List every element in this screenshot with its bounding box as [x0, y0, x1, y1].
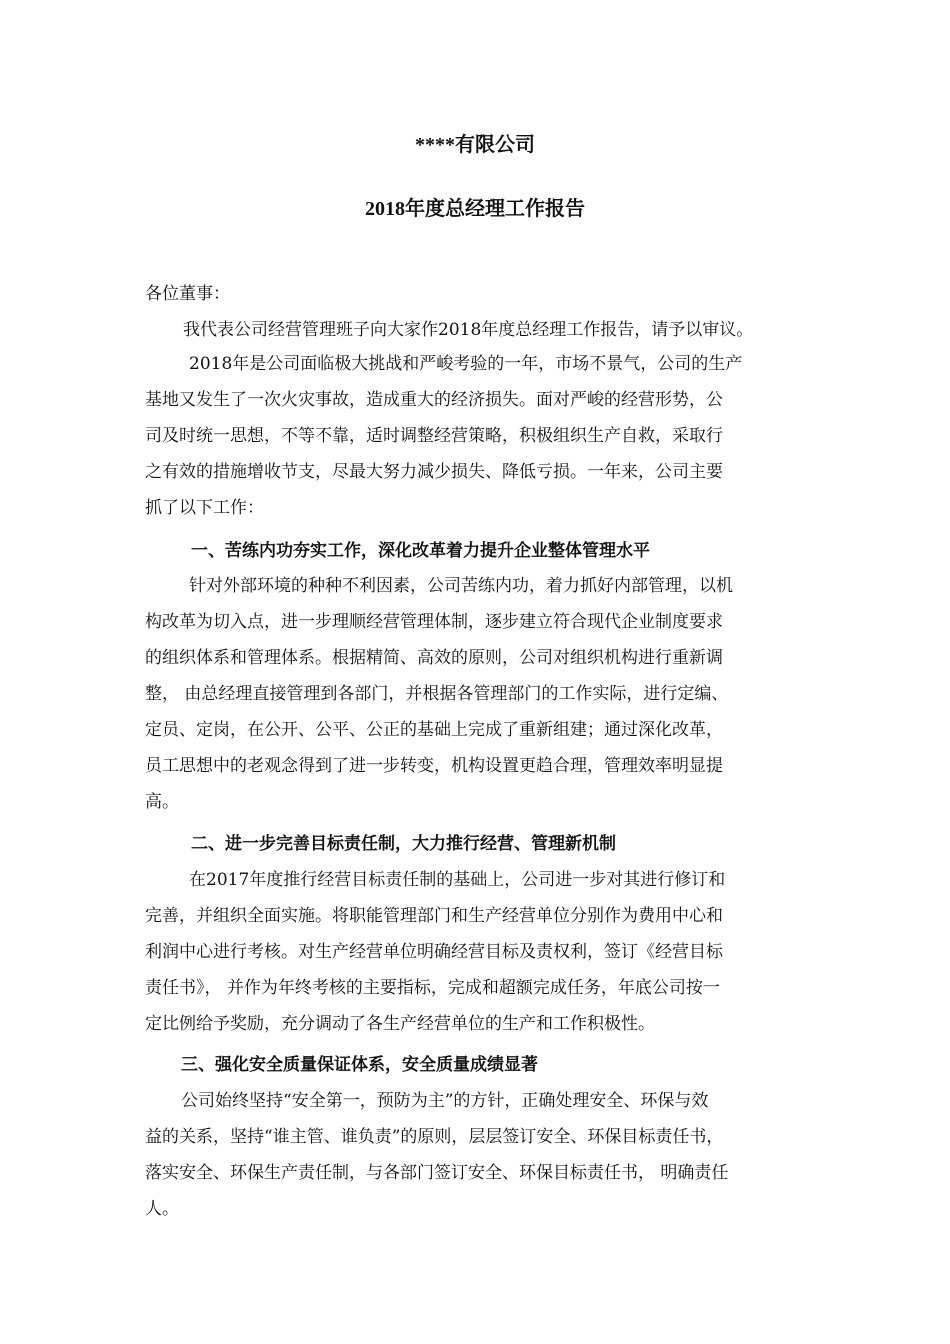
- section3-line: 人。: [145, 1199, 179, 1219]
- overview-line: 基地又发生了一次火灾事故，造成重大的经济损失。面对严峻的经营形势，公: [145, 390, 723, 410]
- section2-heading: 二、进一步完善目标责任制，大力推行经营、管理新机制: [191, 834, 616, 854]
- section2-line: 在2017年度推行经营目标责任制的基础上，公司进一步对其进行修订和: [189, 870, 726, 890]
- section1-line: 的组织体系和管理体系。根据精简、高效的原则，公司对组织机构进行重新调: [145, 648, 723, 668]
- overview-line: 之有效的措施增收节支，尽最大努力减少损失、降低亏损。一年来，公司主要: [145, 462, 723, 482]
- section2-line: 定比例给予奖励，充分调动了各生产经营单位的生产和工作积极性。: [145, 1014, 655, 1034]
- overview-line: 抓了以下工作：: [145, 498, 264, 518]
- report-title: 2018年度总经理工作报告: [365, 198, 585, 220]
- section1-line: 整， 由总经理直接管理到各部门，并根据各管理部门的工作实际，进行定编、: [145, 684, 729, 704]
- section2-line: 责任书》， 并作为年终考核的主要指标，完成和超额完成任务，年底公司按一: [145, 978, 720, 998]
- section2-line: 利润中心进行考核。对生产经营单位明确经营目标及责权利，签订《经营目标: [145, 942, 723, 962]
- overview-line: 司及时统一思想，不等不靠，适时调整经营策略，积极组织生产自救，采取行: [145, 426, 723, 446]
- salutation: 各位董事：: [145, 284, 230, 304]
- section2-line: 完善，并组织全面实施。将职能管理部门和生产经营单位分别作为费用中心和: [145, 906, 723, 926]
- section3-heading: 三、强化安全质量保证体系，安全质量成绩显著: [181, 1055, 538, 1075]
- section1-line: 针对外部环境的种种不利因素，公司苦练内功，着力抓好内部管理，以机: [189, 576, 733, 596]
- section3-paragraph: [145, 1083, 810, 1227]
- section1-line: 员工思想中的老观念得到了进一步转变，机构设置更趋合理，管理效率明显提: [145, 756, 723, 776]
- section1-line: 定员、定岗，在公开、公平、公正的基础上完成了重新组建；通过深化改革，: [145, 720, 723, 740]
- intro-paragraph: 我代表公司经营管理班子向大家作2018年度总经理工作报告，请予以审议。: [183, 320, 754, 340]
- company-name: ****有限公司: [415, 134, 535, 156]
- overview-line: 2018年是公司面临极大挑战和严峻考验的一年，市场不景气，公司的生产: [189, 354, 743, 374]
- section1-line: 高。: [145, 792, 179, 812]
- section1-paragraph: [145, 568, 810, 820]
- overview-paragraph: [145, 346, 810, 526]
- section3-line: 落实安全、环保生产责任制，与各部门签订安全、环保目标责任书， 明确责任: [145, 1163, 729, 1183]
- section3-line: 益的关系，坚持“谁主管、谁负责”的原则，层层签订安全、环保目标责任书，: [145, 1127, 724, 1147]
- section2-paragraph: [145, 862, 810, 1042]
- section3-line: 公司始终坚持“安全第一，预防为主”的方针，正确处理安全、环保与效: [181, 1091, 709, 1111]
- section1-heading: 一、苦练内功夯实工作，深化改革着力提升企业整体管理水平: [191, 541, 650, 561]
- section1-line: 构改革为切入点，进一步理顺经营管理体制，逐步建立符合现代企业制度要求: [145, 612, 723, 632]
